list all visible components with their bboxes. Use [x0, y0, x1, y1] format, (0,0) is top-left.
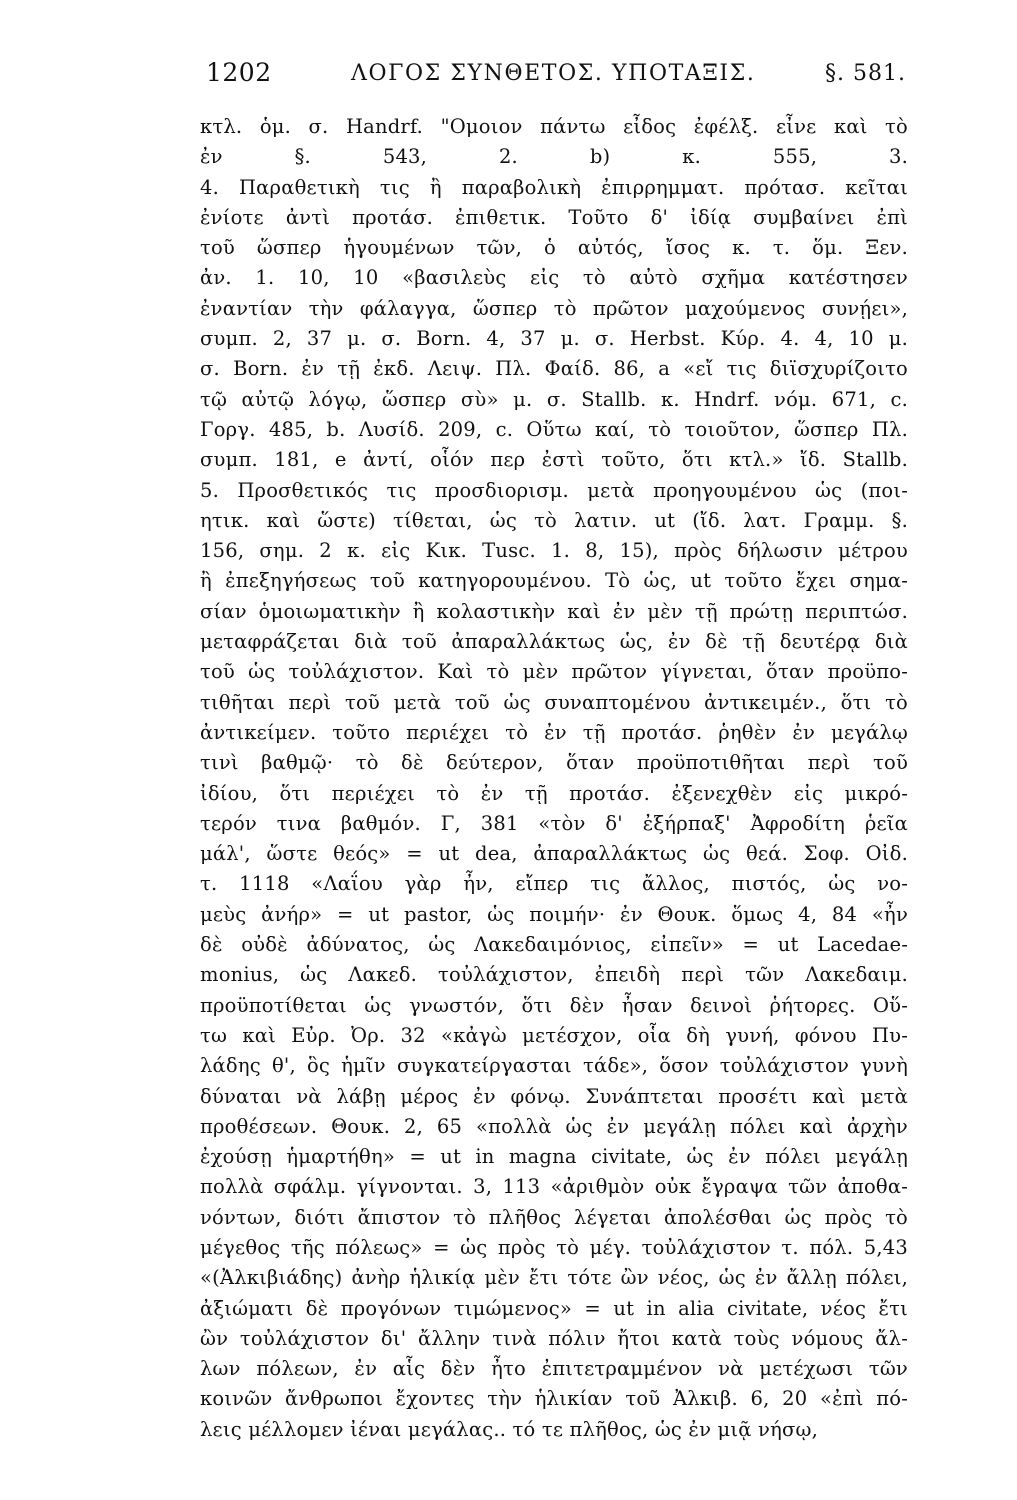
text-line: ητικ. καὶ ὥστε) τίθεται, ὡς τὸ λατιν. ut (ἴδ. λατ. Γραμμ. §.: [200, 508, 908, 532]
text-line: δύναται νὰ λάβῃ μέρος ἐν φόνῳ. Συνάπτεται προσέτι καὶ μετὰ: [200, 1084, 908, 1108]
text-line: ἐναντίαν τὴν φάλαγγα, ὥσπερ τὸ πρῶτον μαχούμενος συνῄει»,: [200, 296, 908, 320]
text-line: ἐνίοτε ἀντὶ προτάσ. ἐπιθετικ. Τοῦτο δ' ἰδίᾳ συμβαίνει ἐπὶ: [200, 205, 908, 229]
text-line: τινὶ βαθμῷ· τὸ δὲ δεύτερον, ὅταν προϋποτιθῆται περὶ τοῦ: [200, 751, 908, 775]
text-line: ἀξιώματι δὲ προγόνων τιμώμενος» = ut in alia civitate, νέος ἔτι: [200, 1296, 908, 1320]
text-line: συμπ. 2, 37 μ. σ. Born. 4, 37 μ. σ. Herbst. Κύρ. 4. 4, 10 μ.: [200, 327, 908, 351]
text-line: συμπ. 181, e ἀντί, οἷόν περ ἐστὶ τοῦτο, ὅτι κτλ.» ἴδ. Stallb.: [200, 448, 908, 472]
text-line: ἢ ἐπεξηγήσεως τοῦ κατηγορουμένου. Τὸ ὡς, ut τοῦτο ἔχει σημα-: [200, 569, 908, 593]
text-line: λων πόλεων, ἐν αἷς δὲν ἦτο ἐπιτετραμμένον νὰ μετέχωσι τῶν: [200, 1357, 908, 1381]
text-line: κτλ. ὁμ. σ. Handrf. "Ομοιον πάντω εἶδος ἐφέλξ. εἶνε καὶ τὸ: [200, 115, 908, 138]
text-line: «(Ἀλκιβιάδης) ἀνὴρ ἡλικίᾳ μὲν ἔτι τότε ὢν νέος, ὡς ἐν ἄλλῃ πόλει,: [200, 1266, 908, 1290]
text-line: ἐχούσῃ ἡμαρτήθη» = ut in magna civitate, ὡς ἐν πόλει μεγάλῃ: [200, 1145, 908, 1169]
text-line: τω καὶ Εὐρ. Ὀρ. 32 «κἀγὼ μετέσχον, οἷα δὴ γυνή, φόνου Πυ-: [200, 1023, 908, 1047]
text-line: 5. Προσθετικός τις προσδιορισμ. μετὰ προηγουμένου ὡς (ποι-: [200, 478, 908, 502]
text-line: 156, σημ. 2 κ. εἰς Κικ. Tusc. 1. 8, 15), πρὸς δήλωσιν μέτρου: [200, 539, 908, 563]
text-line: ἀντικείμεν. τοῦτο περιέχει τὸ ἐν τῇ προτάσ. ῥηθὲν ἐν μεγάλῳ: [200, 720, 908, 744]
text-line: μεταφράζεται διὰ τοῦ ἀπαραλλάκτως ὡς, ἐν δὲ τῇ δευτέρᾳ διὰ: [200, 630, 908, 654]
text-line: προϋποτίθεται ὡς γνωστόν, ὅτι δὲν ἦσαν δεινοὶ ῥήτορες. Οὕ-: [200, 993, 908, 1017]
text-line: μάλ', ὥστε θεός» = ut dea, ἀπαραλλάκτως ὡς θεά. Σοφ. Οἰδ.: [200, 842, 908, 866]
text-line: τιθῆται περὶ τοῦ μετὰ τοῦ ὡς συναπτομένου ἀντικειμέν., ὅτι τὸ: [200, 690, 908, 714]
text-line: σ. Born. ἐν τῇ ἐκδ. Λειψ. Πλ. Φαίδ. 86, a «εἴ τις διϊσχυρίζοιτο: [200, 357, 908, 381]
text-line: δὲ οὐδὲ ἀδύνατος, ὡς Λακεδαιμόνιος, εἰπεῖν» = ut Lacedae-: [200, 933, 908, 957]
running-title: ΛΟΓΟΣ ΣΥΝΘΕΤΟΣ. ΥΠΟΤΑΞΙΣ.: [351, 61, 756, 86]
text-line: μέγεθος τῆς πόλεως» = ὡς πρὸς τὸ μέγ. τοὐλάχιστον τ. πόλ. 5,43: [200, 1235, 908, 1259]
text-line: τερόν τινα βαθμόν. Γ, 381 «τὸν δ' ἐξήρπαξ' Ἀφροδίτη ῥεῖα: [200, 811, 908, 835]
section-reference: §. 581.: [825, 61, 906, 86]
text-line: 4. Παραθετικὴ τις ἢ παραβολικὴ ἐπιρρημματ. πρότασ. κεῖται: [200, 175, 908, 199]
text-line: τοῦ ὡς τοὐλάχιστον. Καὶ τὸ μὲν πρῶτον γίγνεται, ὅταν προϋπο-: [200, 660, 908, 684]
text-line: ἰδίου, ὅτι περιέχει τὸ ἐν τῇ προτάσ. ἐξενεχθὲν εἰς μικρό-: [200, 781, 908, 805]
page-header: [206, 58, 906, 98]
text-line: πολλὰ σφάλμ. γίγνονται. 3, 113 «ἀριθμὸν οὐκ ἔγραψα τῶν ἀποθα-: [200, 1175, 908, 1199]
text-line: ἐν §. 543, 2. b) κ. 555, 3.: [200, 145, 908, 169]
text-line: σίαν ὁμοιωματικὴν ἢ κολαστικὴν καὶ ἐν μὲν τῇ πρώτῃ περιπτώσ.: [200, 599, 908, 623]
text-line: monius, ὡς Λακεδ. τοὐλάχιστον, ἐπειδὴ περὶ τῶν Λακεδαιμ.: [200, 963, 908, 987]
text-line: λάδης θ', ὃς ἡμῖν συγκατείργασται τάδε», ὅσον τοὐλάχιστον γυνὴ: [200, 1054, 908, 1078]
text-line: νόντων, διότι ἄπιστον τὸ πλῆθος λέγεται ἀπολέσθαι ὡς πρὸς τὸ: [200, 1205, 908, 1229]
body-text: [200, 112, 908, 1445]
page-number: 1202: [206, 58, 272, 87]
text-line: ἀν. 1. 10, 10 «βασιλεὺς εἰς τὸ αὐτὸ σχῆμα κατέστησεν: [200, 266, 908, 290]
text-line: τ. 1118 «Λαΐου γὰρ ἦν, εἴπερ τις ἄλλος, πιστός, ὡς νο-: [200, 872, 908, 896]
text-line: κοινῶν ἄνθρωποι ἔχοντες τὴν ἡλικίαν τοῦ Ἀλκιβ. 6, 20 «ἐπὶ πό-: [200, 1387, 908, 1411]
text-line: λεις μέλλομεν ἰέναι μεγάλας.. τό τε πλῆθος, ὡς ἐν μιᾷ νήσῳ,: [200, 1417, 818, 1441]
text-line: τοῦ ὥσπερ ἡγουμένων τῶν, ὁ αὐτός, ἴσος κ. τ. ὅμ. Ξεν.: [200, 236, 908, 260]
text-line: Γοργ. 485, b. Λυσίδ. 209, c. Οὕτω καί, τὸ τοιοῦτον, ὥσπερ Πλ.: [200, 417, 908, 441]
text-line: τῷ αὐτῷ λόγῳ, ὥσπερ σὺ» μ. σ. Stallb. κ. Hndrf. νόμ. 671, c.: [200, 387, 908, 411]
text-line: ὢν τοὐλάχιστον δι' ἄλλην τινὰ πόλιν ἤτοι κατὰ τοὺς νόμους ἄλ-: [200, 1326, 908, 1350]
text-line: προθέσεων. Θουκ. 2, 65 «πολλὰ ὡς ἐν μεγάλῃ πόλει καὶ ἀρχὴν: [200, 1114, 908, 1138]
text-line: μεὺς ἀνήρ» = ut pastor, ὡς ποιμήν· ἐν Θουκ. ὅμως 4, 84 «ἦν: [200, 902, 908, 926]
